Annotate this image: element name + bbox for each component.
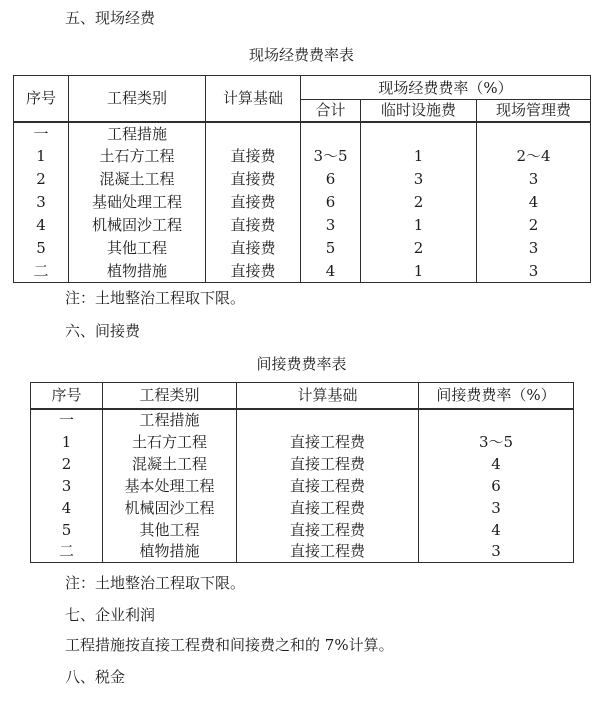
table-cell xyxy=(237,409,419,431)
table2-body xyxy=(31,409,574,563)
table-cell: 4 xyxy=(301,260,361,283)
table-cell: 2 xyxy=(31,453,103,475)
table-cell: 3 xyxy=(14,191,69,214)
table-cell: 二 xyxy=(31,541,103,563)
table-cell: 5 xyxy=(14,237,69,260)
header-cell-index: 序号 xyxy=(31,383,103,409)
table1-header xyxy=(14,76,591,122)
section-five-heading: 五、现场经费 xyxy=(65,9,156,27)
table-cell xyxy=(477,122,591,145)
table-row xyxy=(14,191,591,214)
table-row xyxy=(14,260,591,283)
table-row xyxy=(14,76,591,100)
table-row xyxy=(31,475,574,497)
site-expense-rate-table xyxy=(13,75,591,283)
table-cell: 土石方工程 xyxy=(69,145,206,168)
table-row xyxy=(31,497,574,519)
table-cell: 1 xyxy=(14,145,69,168)
table-cell: 6 xyxy=(419,475,574,497)
header-cell-site-mgmt: 现场管理费 xyxy=(477,100,591,122)
table-row xyxy=(14,145,591,168)
indirect-cost-rate-table xyxy=(30,382,574,563)
table-row xyxy=(31,453,574,475)
table-cell: 6 xyxy=(301,191,361,214)
table-cell: 土石方工程 xyxy=(103,431,237,453)
table-cell: 4 xyxy=(419,453,574,475)
header-cell-rate: 间接费费率（%） xyxy=(419,383,574,409)
table2-title: 间接费费率表 xyxy=(256,355,347,373)
table1-body xyxy=(14,122,591,283)
header-cell-category: 工程类别 xyxy=(103,383,237,409)
table-cell xyxy=(206,122,301,145)
table-cell: 3 xyxy=(361,168,477,191)
header-cell-index: 序号 xyxy=(14,76,69,122)
table-cell: 3 xyxy=(419,497,574,519)
table-cell: 混凝土工程 xyxy=(103,453,237,475)
header-cell-temp-facility: 临时设施费 xyxy=(361,100,477,122)
table-cell: 直接工程费 xyxy=(237,453,419,475)
table-cell: 1 xyxy=(361,260,477,283)
table-cell: 直接费 xyxy=(206,191,301,214)
table-cell: 工程措施 xyxy=(103,409,237,431)
table-cell xyxy=(419,409,574,431)
table-row xyxy=(31,541,574,563)
table-cell: 2 xyxy=(361,191,477,214)
table-cell: 3 xyxy=(477,237,591,260)
table-cell: 一 xyxy=(14,122,69,145)
table-cell xyxy=(361,122,477,145)
table-cell: 6 xyxy=(301,168,361,191)
table-cell: 基础处理工程 xyxy=(69,191,206,214)
table-cell: 2 xyxy=(14,168,69,191)
table-cell: 直接工程费 xyxy=(237,541,419,563)
table-cell: 直接费 xyxy=(206,145,301,168)
table-row xyxy=(31,409,574,431)
table-cell: 基本处理工程 xyxy=(103,475,237,497)
section-seven-paragraph: 工程措施按直接工程费和间接费之和的 7%计算。 xyxy=(65,636,394,654)
table-cell: 植物措施 xyxy=(69,260,206,283)
table-cell: 2 xyxy=(361,237,477,260)
table-cell: 5 xyxy=(301,237,361,260)
table-cell: 直接工程费 xyxy=(237,497,419,519)
table-cell: 直接费 xyxy=(206,260,301,283)
table-row xyxy=(14,214,591,237)
table-cell: 2～4 xyxy=(477,145,591,168)
table-cell: 4 xyxy=(419,519,574,541)
header-cell-total: 合计 xyxy=(301,100,361,122)
table-cell: 1 xyxy=(31,431,103,453)
table-cell: 工程措施 xyxy=(69,122,206,145)
table-cell: 3 xyxy=(477,260,591,283)
table-cell: 直接工程费 xyxy=(237,519,419,541)
table-cell: 4 xyxy=(31,497,103,519)
header-cell-basis: 计算基础 xyxy=(206,76,301,122)
table-cell: 3 xyxy=(31,475,103,497)
table-row xyxy=(31,519,574,541)
header-cell-category: 工程类别 xyxy=(69,76,206,122)
table-cell: 一 xyxy=(31,409,103,431)
table-cell: 二 xyxy=(14,260,69,283)
table-cell: 其他工程 xyxy=(103,519,237,541)
table-cell: 直接工程费 xyxy=(237,431,419,453)
table-row xyxy=(14,237,591,260)
table-cell: 其他工程 xyxy=(69,237,206,260)
table2-header xyxy=(31,383,574,409)
table1-title: 现场经费费率表 xyxy=(248,46,354,64)
section-six-heading: 六、间接费 xyxy=(65,322,141,340)
table-cell: 3 xyxy=(419,541,574,563)
table-cell: 3～5 xyxy=(301,145,361,168)
table-row xyxy=(14,168,591,191)
table-cell: 机械固沙工程 xyxy=(69,214,206,237)
table-cell: 直接工程费 xyxy=(237,475,419,497)
table-row xyxy=(31,431,574,453)
table-cell: 4 xyxy=(477,191,591,214)
table-cell: 植物措施 xyxy=(103,541,237,563)
header-cell-basis: 计算基础 xyxy=(237,383,419,409)
table1-note: 注：土地整治工程取下限。 xyxy=(65,289,246,307)
table-cell: 2 xyxy=(477,214,591,237)
table-cell: 5 xyxy=(31,519,103,541)
table-cell: 直接费 xyxy=(206,214,301,237)
table-cell: 机械固沙工程 xyxy=(103,497,237,519)
section-eight-heading: 八、税金 xyxy=(65,668,126,686)
section-seven-heading: 七、企业利润 xyxy=(65,606,156,624)
table-cell: 1 xyxy=(361,145,477,168)
table-cell: 3 xyxy=(477,168,591,191)
table-row xyxy=(14,122,591,145)
table-cell: 混凝土工程 xyxy=(69,168,206,191)
table-cell: 3 xyxy=(301,214,361,237)
table-cell: 4 xyxy=(14,214,69,237)
table-cell: 3～5 xyxy=(419,431,574,453)
table2-note: 注：土地整治工程取下限。 xyxy=(65,574,246,592)
table-cell: 1 xyxy=(361,214,477,237)
table-row xyxy=(31,383,574,409)
table-cell: 直接费 xyxy=(206,237,301,260)
table-cell: 直接费 xyxy=(206,168,301,191)
header-cell-rate-group: 现场经费费率（%） xyxy=(301,76,591,100)
table-cell xyxy=(301,122,361,145)
